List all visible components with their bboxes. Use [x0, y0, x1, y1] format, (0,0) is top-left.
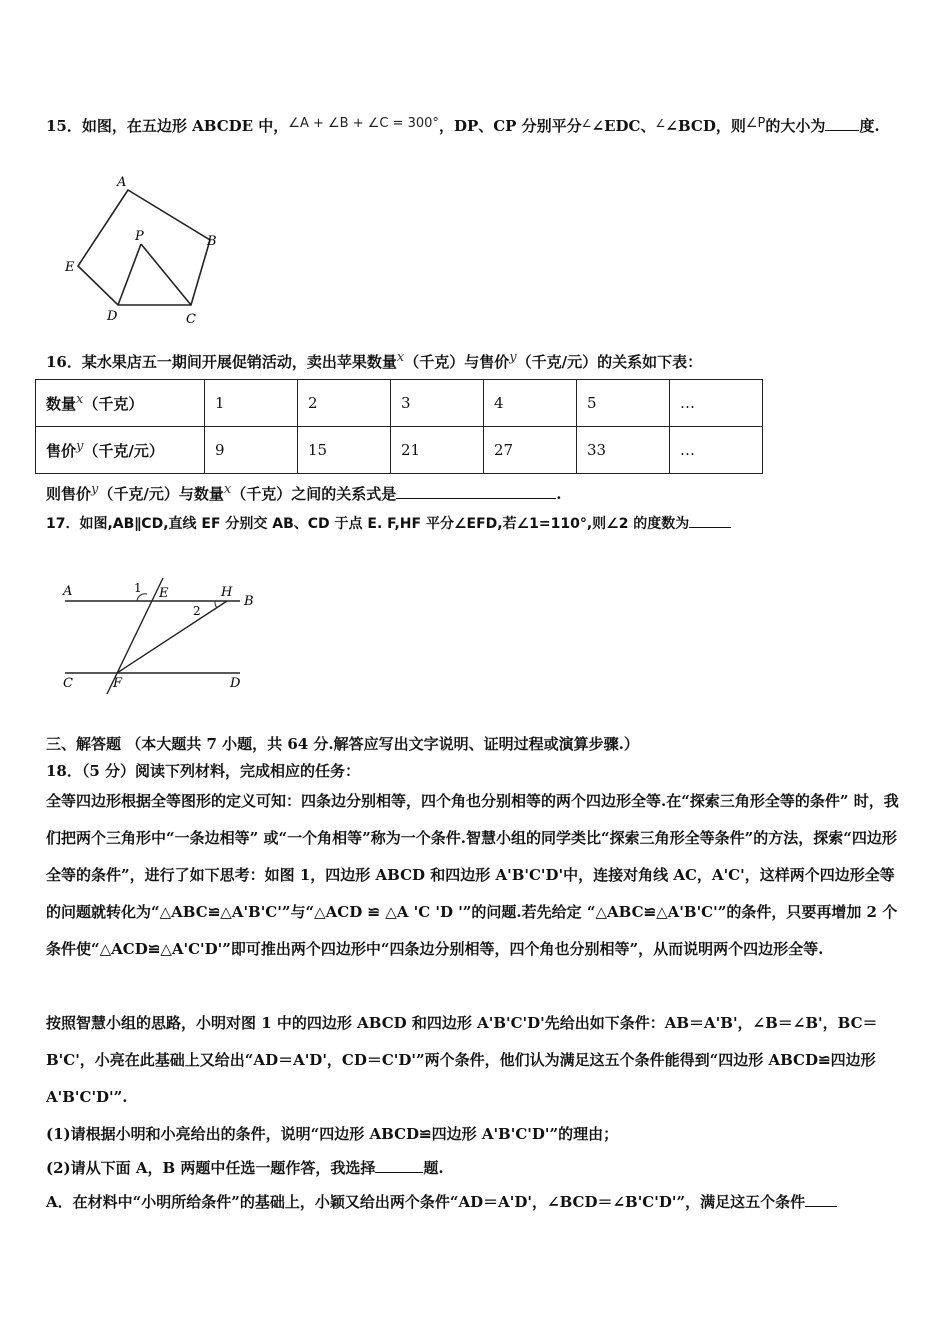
- table-cell: …: [670, 380, 763, 427]
- answer-blank[interactable]: [825, 116, 859, 131]
- row-header-price: 售价y（千克/元）: [36, 427, 205, 474]
- table-cell: 5: [577, 380, 670, 427]
- q16-followup: 则售价y（千克/元）与数量x（千克）之间的关系式是 .: [46, 482, 562, 503]
- table-cell: 15: [298, 427, 391, 474]
- table-cell: 3: [391, 380, 484, 427]
- q15-text: 15．如图，在五边形 ABCDE 中，∠A + ∠B + ∠C = 300°，DP、CP 分别平分∠∠EDC、∠∠BCD，则∠P的大小为 度.: [46, 116, 880, 135]
- label-c: C: [63, 676, 73, 691]
- label-d: D: [107, 309, 118, 324]
- answer-blank[interactable]: [375, 1158, 423, 1173]
- label-e: E: [159, 586, 169, 601]
- table-cell: …: [670, 427, 763, 474]
- pentagon-figure: [55, 168, 235, 328]
- label-b: B: [207, 234, 217, 249]
- angle-2-label: 2: [193, 604, 201, 618]
- table-cell: 1: [205, 380, 298, 427]
- label-e: E: [65, 260, 75, 275]
- q18-option-a: A．在材料中“小明所给条件”的基础上，小颖又给出两个条件“AD＝A'D'，∠BCD＝∠B'C'D'”，满足这五个条件: [46, 1192, 837, 1212]
- answer-blank[interactable]: [689, 513, 731, 528]
- label-f: F: [113, 676, 123, 691]
- table-row: [36, 427, 763, 474]
- table-cell: 27: [484, 427, 577, 474]
- label-d: D: [230, 676, 241, 691]
- table-cell: 9: [205, 427, 298, 474]
- q16-table: [35, 379, 763, 474]
- q17-text: 17．如图,AB∥CD,直线 EF 分别交 AB、CD 于点 E. F,HF 平分∠EFD,若∠1=110°,则∠2 的度数为: [46, 513, 731, 534]
- label-c: C: [186, 312, 196, 327]
- q15-formula: ∠A + ∠B + ∠C = 300°: [288, 116, 439, 131]
- label-p: P: [135, 229, 144, 244]
- q18-title: 18．（5 分）阅读下列材料，完成相应的任务：: [46, 762, 361, 780]
- section-3-heading: 三、解答题 （本大题共 7 小题，共 64 分.解答应写出文字说明、证明过程或演算步骤.）: [46, 735, 639, 753]
- q18-para2: 按照智慧小组的思路，小明对图 1 中的四边形 ABCD 和四边形 A'B'C'D'先给出如下条件：AB＝A'B'，∠B＝∠B'，BC＝B'C'，小亮在此基础上又给出“AD＝A'D'，CD＝C'D'”两个条件，他们认为满足这五个条件能得到“四边形 ABCD≌四边形 A'B'C'D'”.: [46, 1014, 878, 1106]
- q16-text: 16．某水果店五一期间开展促销活动，卖出苹果数量x（千克）与售价y（千克/元）的关系如下表：: [46, 350, 703, 371]
- q18-task2: (2)请从下面 A，B 两题中任选一题作答，我选择 题.: [46, 1159, 444, 1177]
- answer-blank[interactable]: [805, 1192, 837, 1207]
- label-a: A: [63, 584, 73, 599]
- parallel-lines-figure: [55, 570, 265, 700]
- angle-1-label: 1: [134, 581, 142, 595]
- table-cell: 21: [391, 427, 484, 474]
- table-cell: 4: [484, 380, 577, 427]
- q18-para1: 全等四边形根据全等图形的定义可知：四条边分别相等，四个角也分别相等的两个四边形全等.在“探索三角形全等的条件” 时，我们把两个三角形中“一条边相等” 或“一个角相等”称为一个条件.智慧小组的同学类比“探索三角形全等条件”的方法，探索“四边形全等的条件”，进行了如下思考：如图 1，四边形 ABCD 和四边形 A'B'C'D'中，连接对角线 AC，A'C'，这样两个四边形全等的问题就转化为“△ABC≌△A'B'C'”与“△ACD ≌ △A 'C 'D '”的问题.若先给定 “△ABC≌△A'B'C'”的条件，只要再增加 2 个条件使“△ACD≌△A'C'D'”即可推出两个四边形中“四条边分别相等，四个角也分别相等”，从而说明两个四边形全等.: [46, 792, 899, 958]
- label-b: B: [244, 594, 254, 609]
- answer-blank[interactable]: [396, 484, 556, 499]
- label-a: A: [117, 175, 127, 190]
- row-header-quantity: 数量x（千克）: [36, 380, 205, 427]
- q18-task1: (1)请根据小明和小亮给出的条件，说明“四边形 ABCD≌四边形 A'B'C'D'”的理由；: [46, 1125, 619, 1143]
- table-row: [36, 380, 763, 427]
- table-cell: 33: [577, 427, 670, 474]
- table-cell: 2: [298, 380, 391, 427]
- label-h: H: [221, 585, 233, 600]
